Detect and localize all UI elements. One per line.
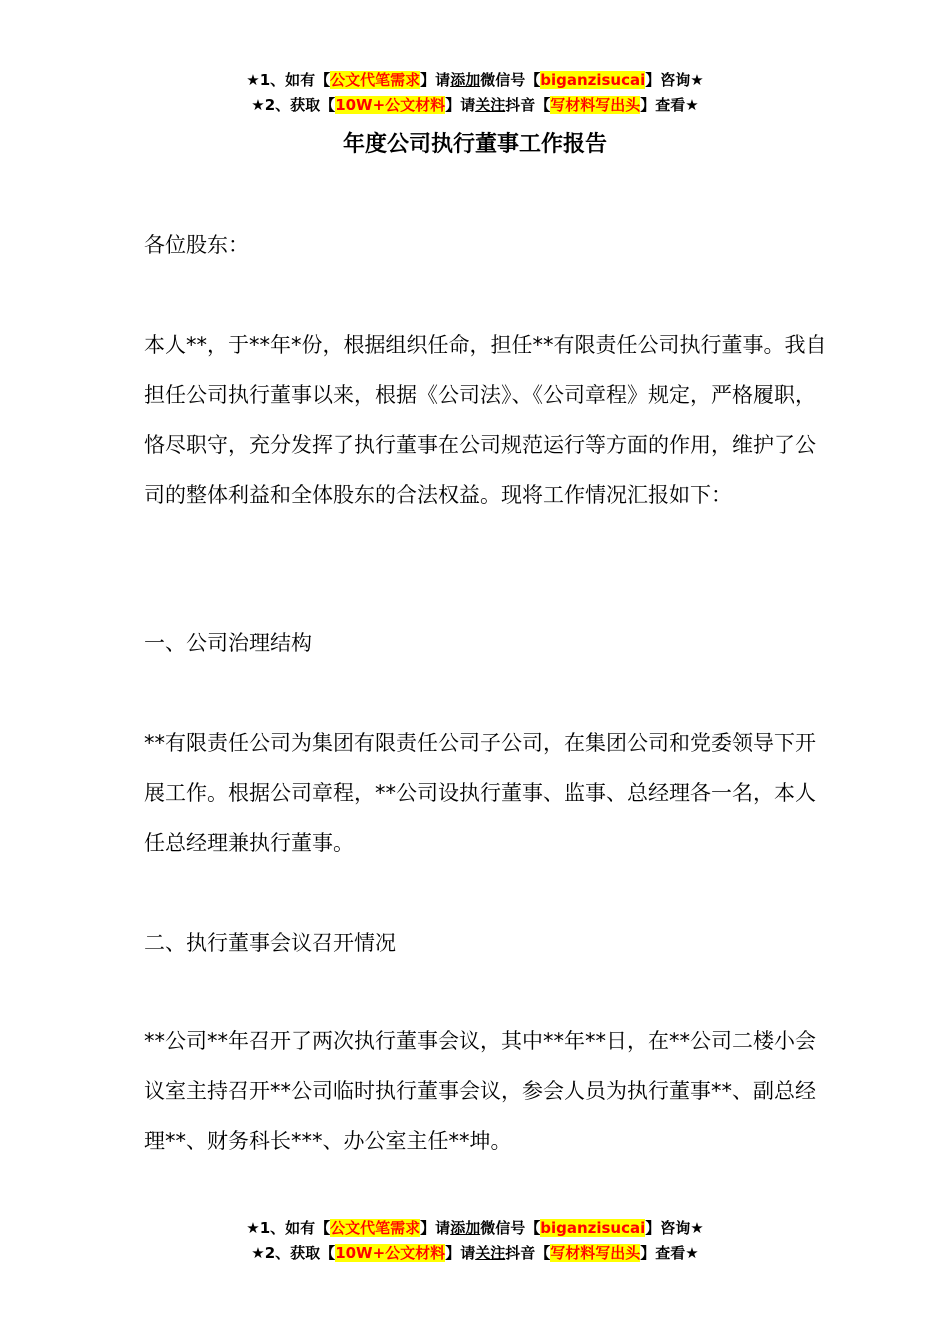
banner-text-underlined: 添加 bbox=[450, 1219, 481, 1237]
banner-text-underlined: 添加 bbox=[450, 71, 481, 89]
banner-line-2 bbox=[0, 1241, 950, 1266]
paragraph-text: 本人**，于**年*份，根据组织任命，担任**有限责任公司执行董事。我自担任公司执行董事以来，根据《公司法》、《公司章程》规定，严格履职，恪尽职守，充分发挥了执行董事在公司规范运行等方面的作用，维护了公司的整体利益和全体股东的合法权益。现将工作情况汇报如下： bbox=[144, 333, 827, 507]
highlight-materials: 10W+公文材料 bbox=[335, 1244, 446, 1262]
banner-text: 】咨询★ bbox=[645, 1219, 704, 1237]
highlight-wechat-id: biganzisucai bbox=[540, 1219, 646, 1237]
banner-text: 】请 bbox=[445, 1244, 476, 1262]
salutation bbox=[144, 220, 834, 270]
highlight-service: 公文代笔需求 bbox=[330, 1219, 421, 1237]
bottom-banner bbox=[0, 1216, 950, 1266]
banner-text-underlined: 关注 bbox=[475, 1244, 506, 1262]
banner-text: 】咨询★ bbox=[645, 71, 704, 89]
highlight-materials: 10W+公文材料 bbox=[335, 96, 446, 114]
section-heading-2 bbox=[144, 918, 834, 968]
banner-text: ★1、如有【 bbox=[246, 1219, 331, 1237]
paragraph-text: **有限责任公司为集团有限责任公司子公司，在集团公司和党委领导下开展工作。根据公司章程，**公司设执行董事、监事、总经理各一名，本人任总经理兼执行董事。 bbox=[144, 731, 816, 855]
highlight-douyin-account: 写材料写出头 bbox=[550, 96, 641, 114]
banner-text: 】查看★ bbox=[640, 1244, 699, 1262]
paragraph-governance bbox=[144, 718, 834, 868]
paragraph-intro bbox=[144, 320, 834, 520]
heading-text: 二、执行董事会议召开情况 bbox=[144, 931, 396, 955]
banner-text: 微信号【 bbox=[480, 71, 541, 89]
paragraph-text: **公司**年召开了两次执行董事会议，其中**年**日，在**公司二楼小会议室主持召开**公司临时执行董事会议，参会人员为执行董事**、副总经理**、财务科长***、办公室主任**坤。 bbox=[144, 1029, 816, 1153]
banner-text: 】请 bbox=[420, 1219, 451, 1237]
banner-text: ★2、获取【 bbox=[251, 96, 336, 114]
highlight-douyin-account: 写材料写出头 bbox=[550, 1244, 641, 1262]
banner-line-2 bbox=[0, 93, 950, 118]
banner-text: 】查看★ bbox=[640, 96, 699, 114]
banner-text: 抖音【 bbox=[505, 96, 551, 114]
banner-text-underlined: 关注 bbox=[475, 96, 506, 114]
banner-line-1 bbox=[0, 1216, 950, 1241]
banner-text: ★1、如有【 bbox=[246, 71, 331, 89]
banner-text: 】请 bbox=[420, 71, 451, 89]
highlight-wechat-id: biganzisucai bbox=[540, 71, 646, 89]
highlight-service: 公文代笔需求 bbox=[330, 71, 421, 89]
banner-text: 】请 bbox=[445, 96, 476, 114]
banner-text: ★2、获取【 bbox=[251, 1244, 336, 1262]
section-heading-1 bbox=[144, 618, 834, 668]
banner-text: 抖音【 bbox=[505, 1244, 551, 1262]
paragraph-meetings bbox=[144, 1016, 834, 1166]
salutation-text: 各位股东： bbox=[144, 233, 249, 257]
top-banner bbox=[0, 68, 950, 118]
banner-text: 微信号【 bbox=[480, 1219, 541, 1237]
heading-text: 一、公司治理结构 bbox=[144, 631, 312, 655]
banner-line-1 bbox=[0, 68, 950, 93]
document-title: 年度公司执行董事工作报告 bbox=[342, 132, 607, 157]
